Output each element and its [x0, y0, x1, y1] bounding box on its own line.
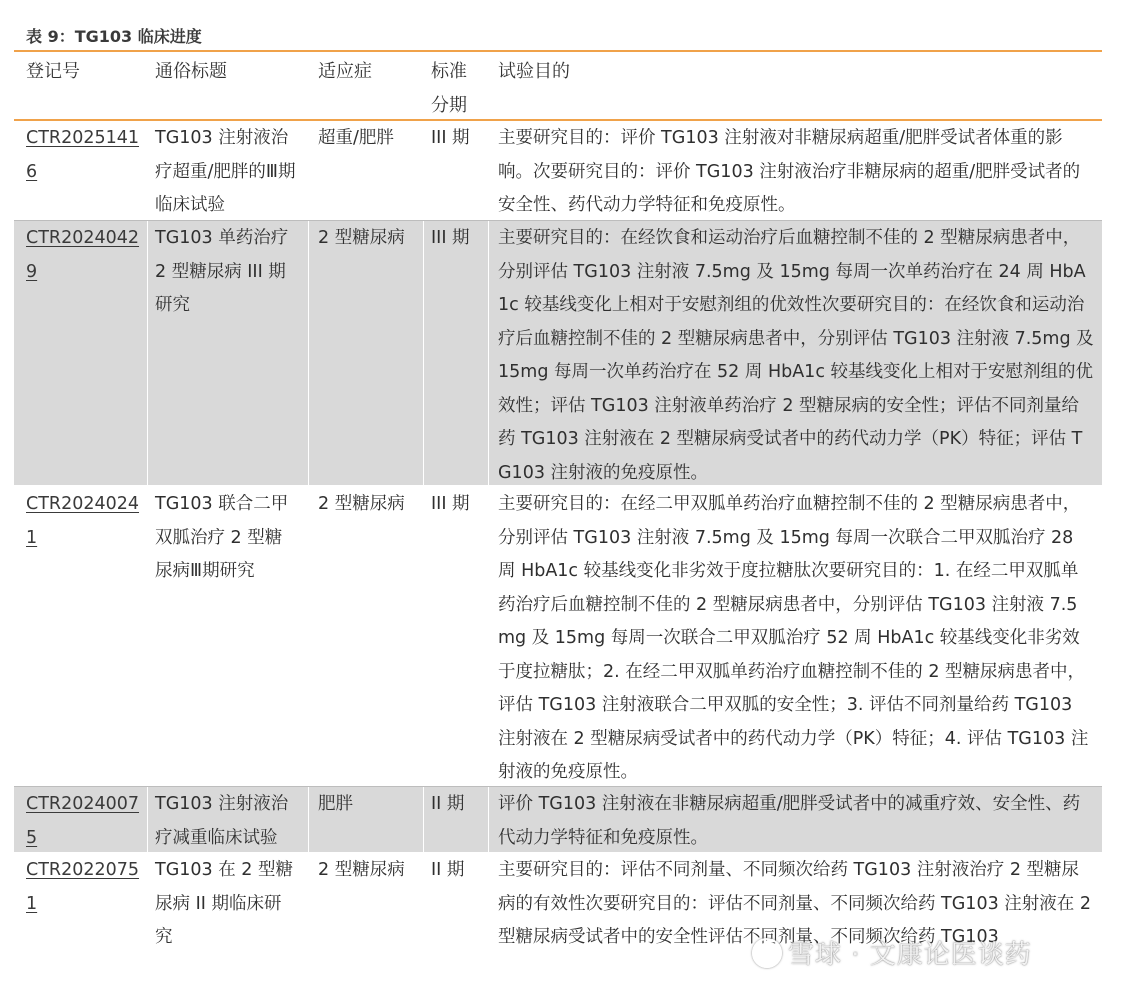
row-4-reg-line1: CTR2024007 — [26, 794, 140, 814]
row-3-purpose: 主要研究目的：在经二甲双胍单药治疗血糖控制不佳的 2 型糖尿病患者中，分别评估 TG103 注射液 7.5mg 及 15mg 每周一次联合二甲双胍治疗 28 周 HbA1c 较基线变化非劣效于度拉糖肽次要研究目的：1. 在经二甲双胍单药治疗后血糖控制不佳的 2 型糖尿病患者中，分别评估 TG103 注射液 7.5mg 及 15mg 每周一次联合二甲双胍治疗 52 周 HbA1c 较基线变化非劣效于度拉糖肽；2. 在经二甲双胍单药治疗血糖控制不佳的 2 型糖尿病患者中，评估 TG103 注射液联合二甲双胍的安全性；3. 评估不同剂量给药 TG103 注射液在 2 型糖尿病受试者中的药代动力学（PK）特征；4. 评估 TG103 注射液的免疫原性。 — [498, 494, 1089, 782]
row-2-indication: 2 型糖尿病 — [318, 228, 405, 248]
row-2-reg-line1: CTR2024042 — [26, 228, 140, 248]
row-3-reg-line2: 1 — [26, 527, 38, 548]
row-2-sep-2 — [308, 221, 309, 485]
row-5-purpose: 主要研究目的：评估不同剂量、不同频次给药 TG103 注射液治疗 2 型糖尿病的有效性次要研究目的：评估不同剂量、不同频次给药 TG103 注射液在 2 型糖尿病受试者中的安全性评估不同剂量、不同频次给药 TG103 — [498, 860, 1091, 947]
row-3-indication: 2 型糖尿病 — [318, 494, 405, 514]
table-caption: 表 9：TG103 临床进度 — [26, 27, 202, 46]
row-4-stage: II 期 — [431, 794, 465, 814]
row-2-stage: III 期 — [431, 228, 470, 248]
row-2-title: TG103 单药治疗 2 型糖尿病 III 期研究 — [155, 228, 289, 315]
row-3-reg[interactable] — [26, 488, 146, 555]
header-rule — [14, 119, 1102, 121]
row-2-reg[interactable] — [26, 222, 146, 289]
snowball-logo-icon — [752, 938, 782, 968]
row-4-indication: 肥胖 — [318, 794, 353, 814]
row-4-reg[interactable] — [26, 788, 146, 855]
row-1-indication: 超重/肥胖 — [318, 128, 394, 148]
header-indication: 适应症 — [318, 61, 372, 82]
top-rule — [14, 50, 1102, 52]
row-1-stage: III 期 — [431, 128, 470, 148]
row-3-title: TG103 联合二甲双胍治疗 2 型糖尿病Ⅲ期研究 — [155, 494, 289, 581]
watermark — [752, 934, 1032, 971]
header-reg: 登记号 — [26, 61, 80, 82]
row-3-stage: III 期 — [431, 494, 470, 514]
row-4-title: TG103 注射液治疗减重临床试验 — [155, 794, 289, 848]
row-1-title: TG103 注射液治疗超重/肥胖的Ⅲ期临床试验 — [155, 128, 296, 215]
row-5-stage: II 期 — [431, 860, 465, 880]
row-3-reg-line1: CTR2024024 — [26, 494, 140, 514]
row-5-reg[interactable] — [26, 854, 146, 921]
row-4-sep-1 — [147, 787, 148, 852]
row-4-sep-2 — [308, 787, 309, 852]
row-4-purpose: 评价 TG103 注射液在非糖尿病超重/肥胖受试者中的减重疗效、安全性、药代动力学特征和免疫原性。 — [498, 794, 1081, 848]
row-2-sep-3 — [423, 221, 424, 485]
row-2-purpose: 主要研究目的：在经饮食和运动治疗后血糖控制不佳的 2 型糖尿病患者中，分别评估 TG103 注射液 7.5mg 及 15mg 每周一次单药治疗在 24 周 HbA1c 较基线变化上相对于安慰剂组的优效性次要研究目的：在经饮食和运动治疗后血糖控制不佳的 2 型糖尿病患者中，分别评估 TG103 注射液 7.5mg 及 15mg 每周一次单药治疗在 52 周 HbA1c 较基线变化上相对于安慰剂组的优效性；评估 TG103 注射液单药治疗 2 型糖尿病的安全性；评估不同剂量给药 TG103 注射液在 2 型糖尿病受试者中的药代动力学（PK）特征；评估 TG103 注射液的免疫原性。 — [498, 228, 1094, 483]
row-1-reg-line1: CTR2025141 — [26, 128, 140, 148]
row-2-sep-4 — [488, 221, 489, 485]
header-purpose: 试验目的 — [498, 61, 570, 82]
row-5-reg-line1: CTR2022075 — [26, 860, 140, 880]
row-5-reg-line2: 1 — [26, 893, 38, 914]
row-1-reg[interactable] — [26, 122, 146, 189]
row-2-reg-line2: 9 — [26, 261, 38, 282]
row-1-purpose: 主要研究目的：评价 TG103 注射液对非糖尿病超重/肥胖受试者体重的影响。次要研究目的：评价 TG103 注射液治疗非糖尿病的超重/肥胖受试者的安全性、药代动力学特征和免疫原性。 — [498, 128, 1081, 215]
row-4-reg-line2: 5 — [26, 827, 38, 848]
row-5-indication: 2 型糖尿病 — [318, 860, 405, 880]
header-title: 通俗标题 — [155, 61, 227, 82]
row-5-title: TG103 在 2 型糖尿病 II 期临床研究 — [155, 860, 293, 947]
header-stage — [431, 55, 491, 123]
watermark-text: 雪球 · 文康论医谈药 — [788, 940, 1032, 970]
row-2-sep-1 — [147, 221, 148, 485]
row-1-reg-line2: 6 — [26, 161, 38, 182]
header-stage-line2: 分期 — [431, 95, 467, 116]
header-stage-line1: 标准 — [431, 61, 467, 82]
